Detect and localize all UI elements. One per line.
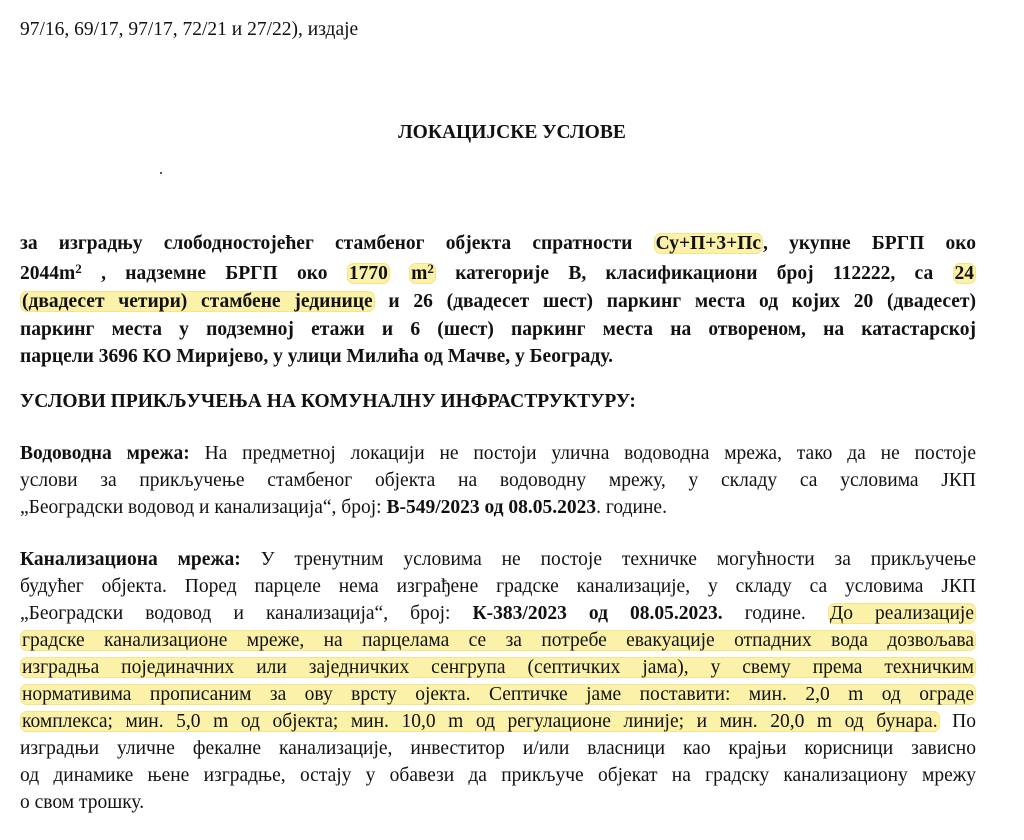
stray-dot — [160, 172, 162, 174]
sewer-line-4 — [20, 627, 976, 654]
water-label: Водоводна мрежа: — [20, 443, 190, 464]
highlight-storeys: Су+П+3+Пс — [655, 233, 762, 254]
highlight-area: 1770 — [348, 263, 388, 284]
para1-line-2: $2044m^2$ , надземне БРГП око 1770 $m^2$ категорије В, класификациони број 112222, са 24 — [20, 261, 975, 284]
highlight-sewer-3: изградња појединачних или заједничких сенгрупа (септичких јама), у свему према техничким — [22, 657, 974, 678]
water-ref: В-549/2023 од 08.05.2023 — [386, 497, 597, 518]
section-heading: УСЛОВИ ПРИКЉУЧЕЊА НА КОМУНАЛНУ ИНФРАСТРУКТУРУ: — [20, 391, 636, 412]
sewer-line-7: комплекса; мин. 5,0 m од објекта; мин. 10,0 m од регулационе линије; и мин. 20,0 m од бунара. По — [22, 711, 976, 732]
highlight-sewer-2: градске канализационе мреже, на парцелама се за потребе евакуације отпадних вода дозвољава — [22, 630, 974, 651]
highlight-sewer-5: комплекса; мин. 5,0 m од објекта; мин. 10,0 m од регулационе линије; и мин. 20,0 m од бунара. — [22, 711, 938, 732]
para1-line-1: за изградњу слободностојећег стамбеног објекта спратности Су+П+3+Пс , укупне БРГП око — [20, 233, 976, 254]
sewer-line-3: „Београдски водовод и канализација“, број: К-383/2023 од 08.05.2023. године. До реализације — [20, 603, 974, 624]
sewer-ref: К-383/2023 од 08.05.2023. — [472, 603, 723, 624]
sewer-line-10: о свом трошку. — [20, 792, 145, 813]
sewer-line-1: Канализациона мрежа: У тренутним условима не постоје техничке могућности за прикључење — [20, 549, 976, 570]
water-line-3: „Београдски водовод и канализација“, број: В-549/2023 од 08.05.2023. године. — [20, 497, 667, 518]
sewer-line-6 — [20, 681, 976, 708]
intro-line: 97/16, 69/17, 97/17, 72/21 и 27/22), издаје — [20, 19, 359, 40]
sewer-line-8: изградњи уличне фекалне канализације, инвеститор и/или власници као крајњи корисници зависно — [20, 738, 976, 759]
para1-line-3: (двадесет четири) стамбене јединице и 26 (двадесет шест) паркинг места од којих 20 (двадесет) — [22, 291, 976, 312]
para1-line-5: парцели 3696 КО Миријево, у улици Милића од Мачве, у Београду. — [20, 346, 613, 367]
sewer-line-5 — [20, 654, 976, 681]
sewer-line-9: од динамике њене изградње, остају у обавези да прикључе објекат на градску канализациону мрежу — [20, 765, 976, 786]
page-title: ЛОКАЦИЈСКЕ УСЛОВЕ — [398, 122, 626, 143]
highlight-sewer-4: нормативима прописаним за ову врсту ојекта. Септичке јаме поставити: мин. 2,0 m од ограде — [22, 684, 974, 705]
para1-line-4: паркинг места у подземној етажи и 6 (шест) паркинг места на отвореном, на катастарској — [20, 319, 976, 340]
highlight-unit: $m^2$ — [411, 261, 434, 284]
highlight-units-count: 24 — [954, 263, 975, 284]
highlight-units-text: (двадесет четири) стамбене јединице — [22, 291, 373, 312]
water-line-1: Водоводна мрежа: На предметној локацији не постоји улична водоводна мрежа, тако да не постоје — [20, 443, 976, 464]
sewer-label: Канализациона мрежа: — [20, 549, 241, 570]
sewer-line-2: будућег објекта. Поред парцеле нема изграђене градске канализације, у складу са условима ЈКП — [20, 576, 976, 597]
highlight-sewer-1: До реализације — [829, 603, 974, 624]
water-line-2: услови за прикључење стамбеног објекта на водоводну мрежу, у складу са условима ЈКП — [20, 470, 976, 491]
